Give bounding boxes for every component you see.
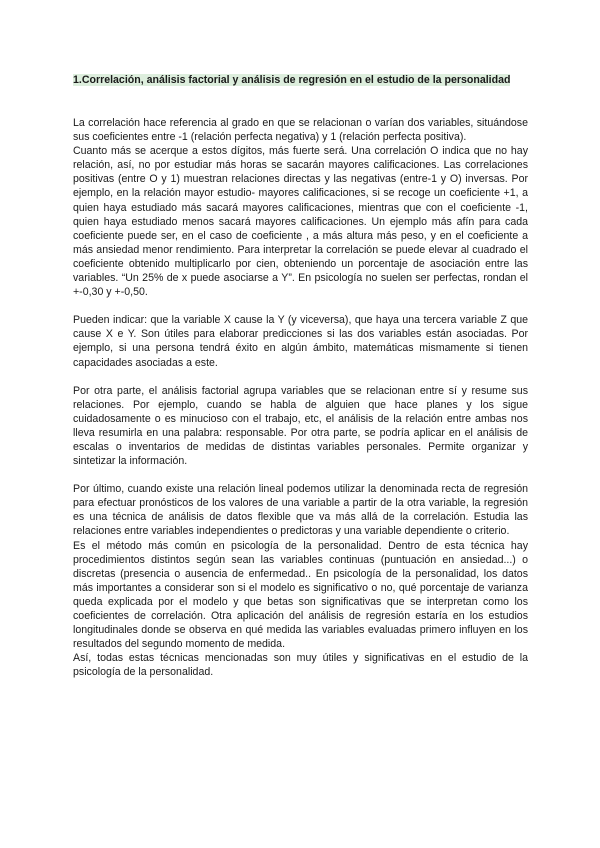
paragraph-factor-analysis: Por otra parte, el análisis factorial agrupa variables que se relacionan entre sí y resume sus relaciones. Por ejemplo, cuando se habla de alguien que hace planes y los sigue cuidadosamente o es minucioso con el trabajo, etc, el análisis de la relación entre ambas nos lleva resumirla en una palabra: responsable. Por otra parte, se podría aplicar en el análisis de escalas o inventarios de medidas de distintas variables personales. Permite organizar y sintetizar la información. <box>73 384 528 468</box>
paragraph-regression: Por último, cuando existe una relación lineal podemos utilizar la denominada recta de regresión para efectuar pronósticos de los valores de una variable a partir de la otra variable, la regresión es una técnica de análisis de datos flexible que va más allá de la correlación. Estudia las relaciones entre variables independientes o predictoras y una variable dependiente o criterio. <box>73 483 528 538</box>
paragraph-regression-methods: Es el método más común en psicología de la personalidad. Dentro de esta técnica hay procedimientos distintos según sean las variables continuas (puntuación en ansiedad...) o discretas (presencia o ausencia de enfermedad.. En psicología de la personalidad, los datos más importantes a considerar son si el modelo es significativo o no, qué porcentaje de varianza queda explicada por el modelo y que betas son significativas que se interpretan como los coeficientes de correlación. Otra aplicación del análisis de regresión estaría en los estudios longitudinales donde se observa en qué medida las variables evaluadas primero influyen en los resultados del segundo momento de medida. <box>73 539 528 651</box>
paragraph-gap <box>73 299 528 313</box>
spacer <box>73 102 528 116</box>
paragraph-gap <box>73 370 528 384</box>
paragraph-gap <box>73 468 528 482</box>
paragraph-causation: Pueden indicar: que la variable X cause la Y (y viceversa), que haya una tercera variable Z que cause X e Y. Son útiles para elaborar predicciones si las dos variables están asociadas. Por ejemplo, si una persona tendrá éxito en algún ámbito, matemáticas mismamente si tienen capacidades asociadas a este. <box>73 314 528 369</box>
paragraph-definition: La correlación hace referencia al grado en que se relacionan o varían dos variables, situándose sus coeficientes entre -1 (relación perfecta negativa) y 1 (relación perfecta positiva). <box>73 117 528 144</box>
document-title: 1.Correlación, análisis factorial y análisis de regresión en el estudio de la personalidad <box>73 74 511 86</box>
paragraph-conclusion: Así, todas estas técnicas mencionadas son muy útiles y significativas en el estudio de la psicología de la personalidad. <box>73 652 528 679</box>
heading-container <box>73 70 528 88</box>
paragraph-correlation-detail: Cuanto más se acerque a estos dígitos, más fuerte será. Una correlación O indica que no hay relación, así, no por estudiar más horas se sacarán mayores calificaciones. Las correlaciones positivas (entre O y 1) muestran relaciones directas y las negativas (entre-1 y O) inversas. Por ejemplo, en la relación mayor estudio- mayores calificaciones, si se recoge un coeficiente +1, a quien haya estudiado más sacará mayores calificaciones, mientras que con el coeficiente -1, quien haya estudiado menos sacará mayores calificaciones. Un ejemplo más afín para cada coeficiente puede ser, en el caso de coeficiente , a más altura más peso, y en el coeficiente a más ansiedad menor rendimiento. Para interpretar la correlación se puede elevar al cuadrado el coeficiente obtenido multiplicarlo por cien, obteniendo un porcentaje de asociación entre las variables. “Un 25% de x puede asociarse a Y”. En psicología no suelen ser perfectas, rondan el +-0,30 y +-0,50. <box>73 145 528 299</box>
